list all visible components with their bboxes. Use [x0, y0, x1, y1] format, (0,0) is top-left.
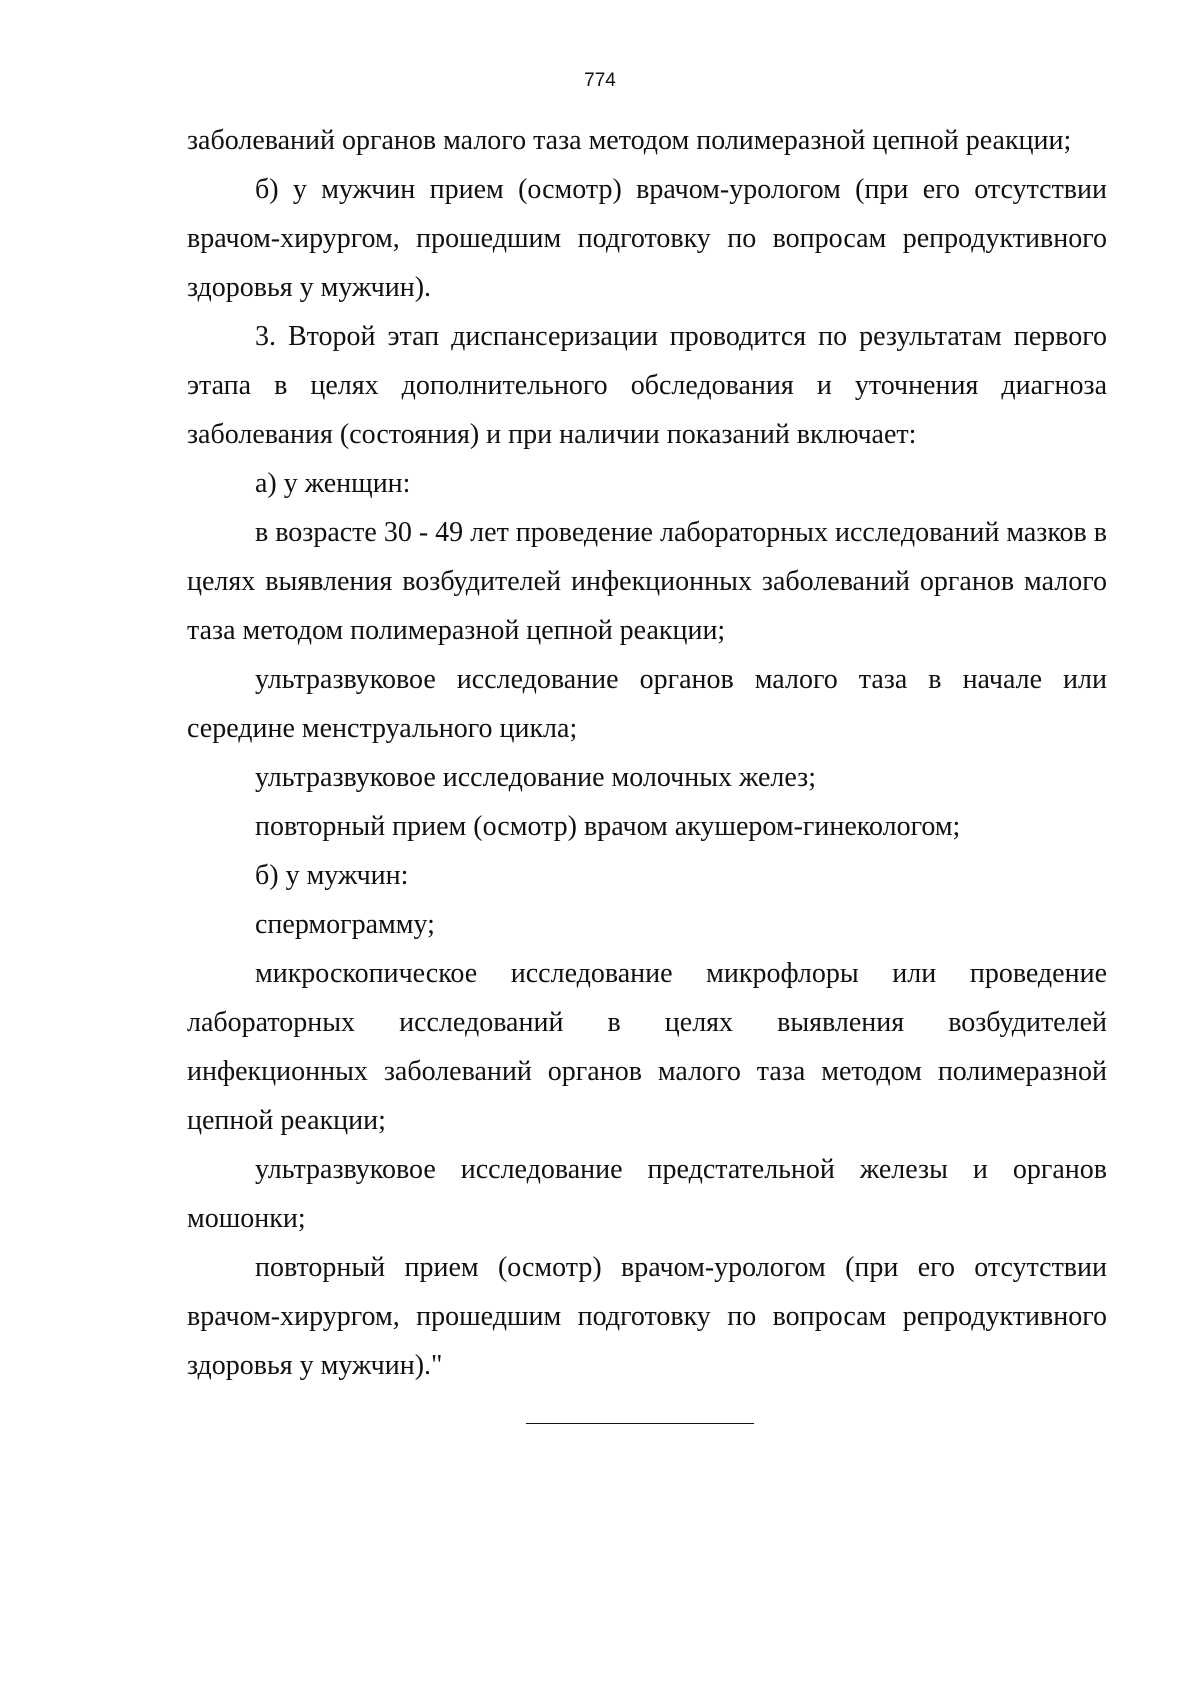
paragraph-spermogram: спермограмму; — [255, 909, 435, 940]
paragraph-pelvic-ultrasound: ультразвуковое исследование органов малого таза в начале или середине менструального цикла; — [187, 664, 1107, 744]
paragraph-men-urologist: б) у мужчин прием (осмотр) врачом-урологом (при его отсутствии врачом-хирургом, прошедшим подготовку по вопросам репродуктивного здоровья у мужчин). — [187, 174, 1107, 303]
paragraph-women-pcr: в возрасте 30 - 49 лет проведение лабораторных исследований мазков в целях выявления возбудителей инфекционных заболеваний органов малого таза методом полимеразной цепной реакции; — [187, 517, 1107, 646]
paragraph-continuation: заболеваний органов малого таза методом полимеразной цепной реакции; — [187, 125, 1072, 156]
end-separator-line — [526, 1423, 754, 1424]
paragraph-second-stage: 3. Второй этап диспансеризации проводится по результатам первого этапа в целях дополнительного обследования и уточнения диагноза заболевания (состояния) и при наличии показаний включает: — [187, 321, 1107, 450]
paragraph-men-heading: б) у мужчин: — [255, 860, 409, 891]
paragraph-gynecologist: повторный прием (осмотр) врачом акушером-гинекологом; — [255, 811, 961, 842]
paragraph-women-heading: а) у женщин: — [255, 468, 411, 499]
document-body — [187, 116, 1107, 1390]
paragraph-prostate-ultrasound: ультразвуковое исследование предстательной железы и органов мошонки; — [187, 1154, 1107, 1234]
page-number: 774 — [584, 70, 616, 91]
paragraph-microscopy: микроскопическое исследование микрофлоры или проведение лабораторных исследований в целях выявления возбудителей инфекционных заболеваний органов малого таза методом полимеразной цепной реакции; — [187, 958, 1107, 1136]
paragraph-repeat-urologist: повторный прием (осмотр) врачом-урологом (при его отсутствии врачом-хирургом, прошедшим подготовку по вопросам репродуктивного здоровья у мужчин)." — [187, 1252, 1107, 1381]
paragraph-breast-ultrasound: ультразвуковое исследование молочных желез; — [255, 762, 817, 793]
